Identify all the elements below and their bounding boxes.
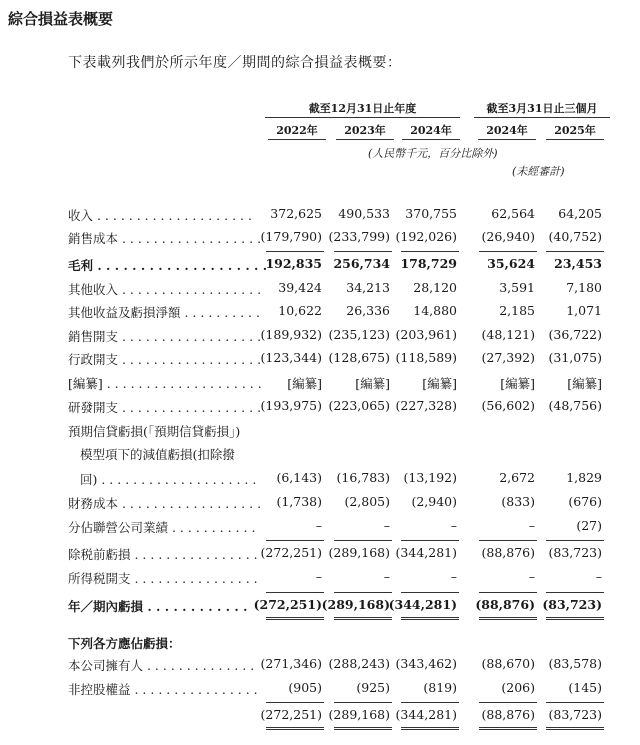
rule-below-total-2022: [266, 727, 324, 730]
cell-2022: (271,346): [260, 656, 322, 671]
row-gross-profit: [0, 256, 640, 276]
rule-above-loss-before-tax-2024: [401, 540, 459, 541]
row-label: 模型項下的減值虧損(扣除撥: [80, 447, 235, 462]
cell-2024: (819): [423, 680, 457, 695]
cell-2024: (227,328): [395, 398, 457, 413]
rule-below-total-2023: [334, 727, 392, 730]
cell-2024-q1: (833): [501, 494, 535, 509]
cell-2023: (2,805): [344, 494, 390, 509]
cell-2022: (189,932): [260, 327, 322, 342]
row-owners-of-company: [0, 656, 640, 676]
cell-2025-q1: 1,829: [566, 470, 602, 485]
rule-above-loss-for-period-2024-q1: [479, 592, 537, 593]
rule-above-total-2023: [334, 702, 392, 703]
cell-2022: (123,344): [260, 350, 322, 365]
cell-2022: (272,251): [260, 707, 322, 722]
cell-2023: (128,675): [328, 350, 390, 365]
cell-2025-q1: 64,205: [558, 206, 602, 221]
row-label: 財務成本 . . . . . . . . . . . . . . . . . .: [68, 496, 262, 511]
rule-above-loss-before-tax-2025-q1: [546, 540, 604, 541]
row-attributable-header: [0, 634, 640, 654]
row-label: 銷售開支 . . . . . . . . . . . . . . . . . .: [68, 329, 262, 344]
unaudited-note: (未經審計): [512, 165, 565, 178]
rule-above-loss-for-period-2025-q1: [546, 592, 604, 593]
cell-2024: 370,755: [405, 206, 457, 221]
cell-2025-q1: [編纂]: [567, 376, 602, 391]
header-year-2024-q: 2024年: [486, 124, 528, 137]
cell-2024-q1: 2,185: [499, 303, 535, 318]
row-label: 非控股權益 . . . . . . . . . . . . . . . .: [68, 682, 258, 697]
row-label: 毛利 . . . . . . . . . . . . . . . . . . . .: [68, 258, 268, 273]
cell-2024-q1: (27,392): [481, 350, 535, 365]
row-non-controlling-interests: [0, 680, 640, 700]
row-loss-before-tax: [0, 545, 640, 565]
cell-2025-q1: 7,180: [566, 280, 602, 295]
row-redacted: [0, 374, 640, 394]
cell-2023: 26,336: [346, 303, 390, 318]
cell-2022: 372,625: [270, 206, 322, 221]
row-label: 所得税開支 . . . . . . . . . . . . . . . .: [68, 571, 258, 586]
rule-above-total-2022: [266, 702, 324, 703]
rule-above-total-2024-q1: [479, 702, 537, 703]
rule-above-gross-profit-2023: [334, 251, 392, 252]
cell-2025-q1: (27): [576, 518, 602, 533]
cell-2024-q1: 3,591: [499, 280, 535, 295]
cell-2024: 14,880: [413, 303, 457, 318]
cell-2024: 28,120: [413, 280, 457, 295]
row-selling-expenses: [0, 327, 640, 347]
row-label: 收入 . . . . . . . . . . . . . . . . . . . .: [68, 208, 252, 223]
cell-2022: [編纂]: [287, 376, 322, 391]
header-group-annual: 截至12月31日止年度: [308, 102, 417, 115]
row-ecl-line-2: [0, 445, 640, 465]
cell-2025-q1: (676): [568, 494, 602, 509]
cell-2025-q1: (48,756): [548, 398, 602, 413]
cell-2022: 10,622: [278, 303, 322, 318]
rule-below-loss-for-period-2025-q1: [546, 617, 604, 620]
cell-2024-q1: 2,672: [499, 470, 535, 485]
row-label: 其他收益及虧損淨額 . . . . . . . . . .: [68, 305, 260, 320]
rule-above-loss-for-period-2022: [266, 592, 324, 593]
cell-2023: (289,168): [328, 707, 390, 722]
cell-2025-q1: 1,071: [566, 303, 602, 318]
rule-below-loss-for-period-2024-q1: [479, 617, 537, 620]
row-ecl-line-3: [0, 470, 640, 490]
cell-2022: (179,790): [260, 229, 322, 244]
rule-below-total-2024: [401, 727, 459, 730]
cell-2023: (16,783): [336, 470, 390, 485]
row-rd-expenses: [0, 398, 640, 418]
cell-2024: (344,281): [388, 597, 457, 612]
row-label: 行政開支 . . . . . . . . . . . . . . . . . .: [68, 352, 262, 367]
cell-2024-q1: (88,876): [481, 707, 535, 722]
cell-2023: (223,065): [328, 398, 390, 413]
header-year-rule-2024: [402, 139, 460, 140]
row-label: 年／期內虧損 . . . . . . . . . . . .: [68, 599, 248, 614]
cell-2022: (905): [288, 680, 322, 695]
header-group-quarter: 截至3月31日止三個月: [486, 102, 598, 115]
cell-2024-q1: (88,876): [481, 545, 535, 560]
cell-2023: (233,799): [328, 229, 390, 244]
cell-2022: 192,835: [265, 256, 322, 271]
row-income-tax: [0, 569, 640, 589]
cell-2023: (235,123): [328, 327, 390, 342]
row-label: 預期信貸虧損(「預期信貸虧損」): [68, 424, 241, 439]
rule-above-gross-profit-2024: [401, 251, 459, 252]
row-ecl-line-1: [0, 422, 640, 442]
header-group-annual-rule: [265, 117, 460, 118]
cell-2023: –: [383, 518, 390, 533]
rule-above-total-2024: [401, 702, 459, 703]
cell-2024: (2,940): [411, 494, 457, 509]
rule-above-gross-profit-2025-q1: [546, 251, 604, 252]
row-finance-costs: [0, 494, 640, 514]
cell-2024: (192,026): [395, 229, 457, 244]
unit-note: (人民幣千元，百分比除外): [368, 147, 498, 160]
row-label: 本公司擁有人 . . . . . . . . . . . . . .: [68, 658, 255, 673]
cell-2022: 39,424: [278, 280, 322, 295]
cell-2023: [編纂]: [355, 376, 390, 391]
cell-2024: (203,961): [395, 327, 457, 342]
header-year-2025-q: 2025年: [554, 124, 596, 137]
cell-2024: (344,281): [395, 545, 457, 560]
cell-2024-q1: (88,670): [481, 656, 535, 671]
cell-2022: –: [315, 569, 322, 584]
rule-above-total-2025-q1: [546, 702, 604, 703]
cell-2024-q1: (206): [501, 680, 535, 695]
cell-2023: (925): [356, 680, 390, 695]
rule-above-loss-before-tax-2023: [334, 540, 392, 541]
cell-2025-q1: (83,723): [548, 545, 602, 560]
row-loss-for-period: [0, 597, 640, 617]
section-title: 綜合損益表概要: [8, 10, 114, 28]
row-label: [編纂] . . . . . . . . . . . . . . . . . . . .: [68, 376, 262, 391]
rule-above-loss-before-tax-2024-q1: [479, 540, 537, 541]
header-year-rule-2022: [268, 139, 326, 140]
cell-2024-q1: 62,564: [491, 206, 535, 221]
rule-below-total-2025-q1: [546, 727, 604, 730]
cell-2023: 256,734: [333, 256, 390, 271]
row-label: 銷售成本 . . . . . . . . . . . . . . . . . .: [68, 231, 262, 246]
cell-2025-q1: (31,075): [548, 350, 602, 365]
cell-2023: (289,168): [328, 545, 390, 560]
cell-2023: (288,243): [328, 656, 390, 671]
cell-2024: (344,281): [395, 707, 457, 722]
cell-2022: (6,143): [276, 470, 322, 485]
cell-2025-q1: –: [595, 569, 602, 584]
row-other-gains-losses: [0, 303, 640, 323]
cell-2025-q1: (83,578): [548, 656, 602, 671]
cell-2024-q1: (26,940): [481, 229, 535, 244]
rule-above-loss-before-tax-2022: [266, 540, 324, 541]
cell-2024-q1: (48,121): [481, 327, 535, 342]
cell-2022: (193,975): [260, 398, 322, 413]
row-label: 其他收入 . . . . . . . . . . . . . . . . . .: [68, 282, 262, 297]
row-label: 分佔聯營公司業績 . . . . . . . . . . .: [68, 520, 256, 535]
rule-below-loss-for-period-2024: [401, 617, 459, 620]
header-year-2024: 2024年: [410, 124, 452, 137]
cell-2025-q1: (83,723): [548, 707, 602, 722]
cell-2024: (343,462): [395, 656, 457, 671]
cell-2022: (272,251): [253, 597, 322, 612]
cell-2025-q1: (40,752): [548, 229, 602, 244]
header-group-quarter-rule: [474, 117, 610, 118]
rule-below-total-2024-q1: [479, 727, 537, 730]
cell-2024: 178,729: [400, 256, 457, 271]
row-label: 研發開支 . . . . . . . . . . . . . . . . . .: [68, 400, 262, 415]
row-other-income: [0, 280, 640, 300]
row-label: 回) . . . . . . . . . . . . . . . . . . . .: [80, 472, 257, 487]
row-label: 除税前虧損 . . . . . . . . . . . . . . . .: [68, 547, 258, 562]
cell-2024-q1: (56,602): [481, 398, 535, 413]
cell-2022: –: [315, 518, 322, 533]
cell-2023: 490,533: [338, 206, 390, 221]
cell-2024: –: [450, 518, 457, 533]
row-cost-of-sales: [0, 229, 640, 249]
row-share-of-associates: [0, 518, 640, 538]
header-year-rule-2024-q: [478, 139, 536, 140]
rule-below-loss-for-period-2023: [334, 617, 392, 620]
row-total-attributable: [0, 707, 640, 727]
cell-2025-q1: 23,453: [554, 256, 602, 271]
row-admin-expenses: [0, 350, 640, 370]
header-year-rule-2023: [336, 139, 394, 140]
header-year-2022: 2022年: [276, 124, 318, 137]
cell-2022: (1,738): [276, 494, 322, 509]
cell-2024: (13,192): [403, 470, 457, 485]
cell-2025-q1: (36,722): [548, 327, 602, 342]
rule-above-loss-for-period-2024: [401, 592, 459, 593]
cell-2024-q1: [編纂]: [500, 376, 535, 391]
cell-2024-q1: –: [528, 569, 535, 584]
header-year-2023: 2023年: [344, 124, 386, 137]
cell-2024: –: [450, 569, 457, 584]
intro-text: 下表載列我們於所示年度／期間的綜合損益表概要：: [68, 55, 402, 71]
cell-2024: [編纂]: [422, 376, 457, 391]
row-revenue: [0, 206, 640, 226]
cell-2025-q1: (83,723): [542, 597, 602, 612]
rule-above-gross-profit-2022: [266, 251, 324, 252]
rule-above-loss-for-period-2023: [334, 592, 392, 593]
row-label: 下列各方應佔虧損：: [68, 636, 181, 651]
cell-2023: 34,213: [346, 280, 390, 295]
cell-2024: (118,589): [395, 350, 457, 365]
header-year-rule-2025-q: [546, 139, 604, 140]
cell-2023: (289,168): [321, 597, 390, 612]
rule-below-loss-for-period-2022: [266, 617, 324, 620]
cell-2022: (272,251): [260, 545, 322, 560]
cell-2024-q1: 35,624: [487, 256, 535, 271]
cell-2024-q1: (88,876): [475, 597, 535, 612]
cell-2023: –: [383, 569, 390, 584]
cell-2024-q1: –: [528, 518, 535, 533]
rule-above-gross-profit-2024-q1: [479, 251, 537, 252]
cell-2025-q1: (145): [568, 680, 602, 695]
